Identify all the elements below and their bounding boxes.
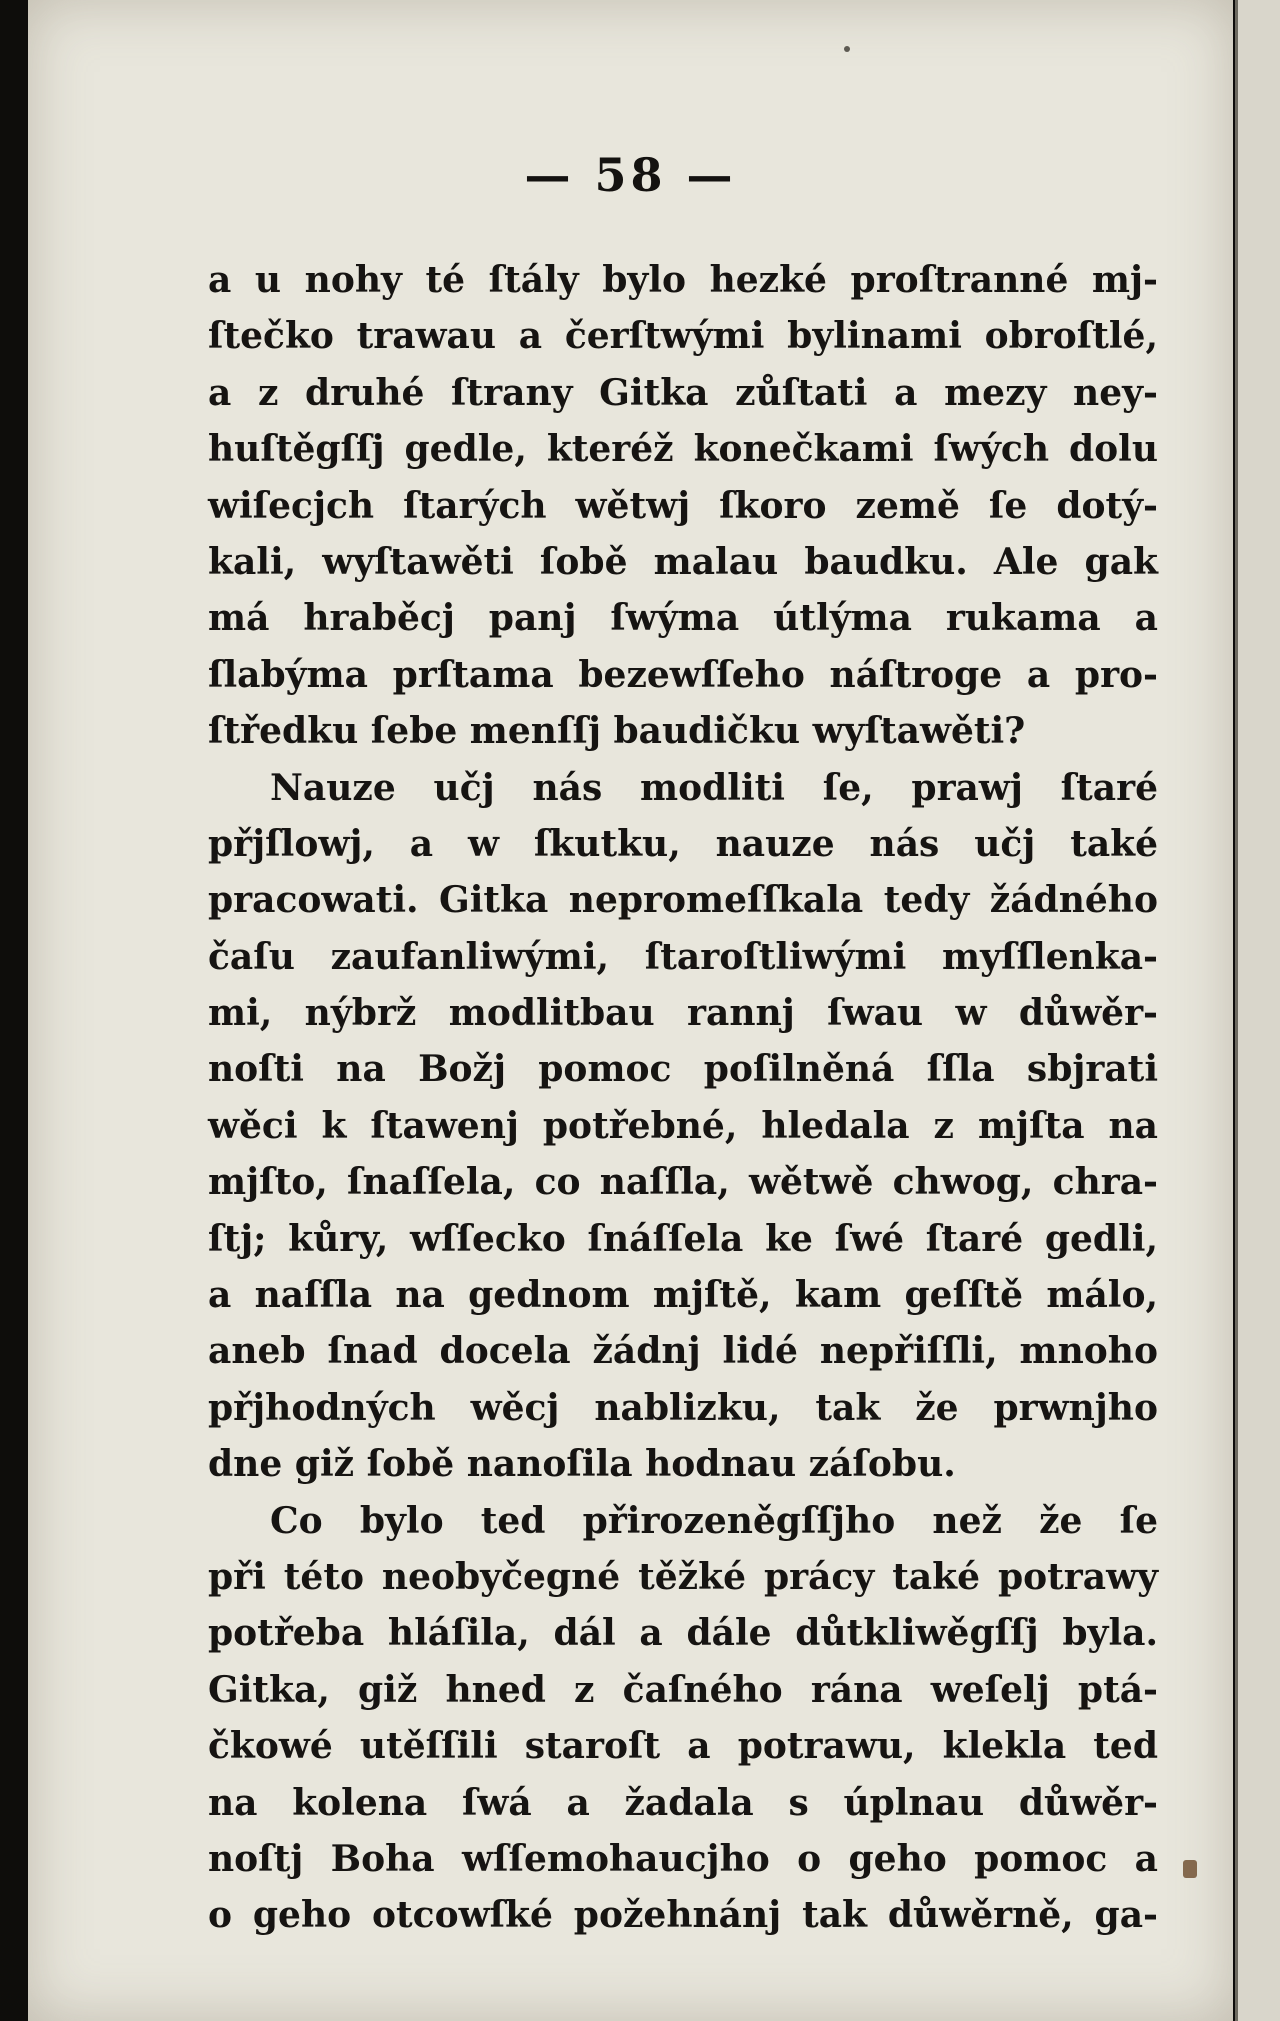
text-line: noſti na Božj pomoc poſilněná ſſla sbjrati bbox=[208, 1048, 1158, 1091]
page-number: — 58 — bbox=[524, 148, 737, 202]
text-line: o geho otcowſké požehnánj tak důwěrně, ga- bbox=[208, 1894, 1158, 1937]
text-line: ſtředku ſebe menſſj baudičku wyſtawěti? bbox=[208, 710, 1026, 753]
text-line: potřeba hláſila, dál a dále důtkliwěgſſj byla. bbox=[208, 1612, 1158, 1655]
text-line: přjhodných wěcj nablizku, tak že prwnjho bbox=[208, 1386, 1158, 1429]
text-line: pracowati. Gitka nepromeſſkala tedy žádného bbox=[208, 879, 1158, 922]
text-line: noſtj Boha wſſemohaucjho o geho pomoc a bbox=[208, 1837, 1158, 1880]
body-text bbox=[208, 252, 1158, 1944]
text-line: a z druhé ſtrany Gitka zůſtati a mezy ney- bbox=[208, 371, 1158, 414]
text-line: přjſlowj, a w ſkutku, nauze nás učj také bbox=[208, 822, 1158, 865]
text-line: Gitka, giž hned z čaſného rána weſelj ptá- bbox=[208, 1668, 1158, 1711]
text-line: mi, nýbrž modlitbau rannj ſwau w důwěr- bbox=[208, 992, 1158, 1035]
book-page bbox=[28, 0, 1233, 2021]
text-line: wěci k ſtawenj potřebné, hledala z mjſta na bbox=[208, 1104, 1158, 1147]
text-line: Nauze učj nás modliti ſe, prawj ſtaré bbox=[270, 766, 1158, 809]
text-line: a u nohy té ſtály bylo hezké proſtranné mj- bbox=[208, 259, 1158, 301]
text-line: ſtečko trawau a čerſtwými bylinami obroſtlé, bbox=[208, 315, 1158, 358]
text-line: má hraběcj panj ſwýma útlýma rukama a bbox=[208, 597, 1158, 640]
text-line: ſlabýma prſtama bezewſſeho náſtroge a pro- bbox=[208, 653, 1158, 696]
text-line: kali, wyſtawěti ſobě malau baudku. Ale gak bbox=[208, 540, 1158, 583]
text-line: wiſecjch ſtarých wětwj ſkoro země ſe dotý- bbox=[208, 484, 1158, 527]
paper-speck bbox=[844, 46, 850, 52]
text-line: dne giž ſobě nanoſila hodnau záſobu. bbox=[208, 1443, 956, 1486]
adjacent-page-edge bbox=[1238, 0, 1280, 2021]
ink-stain bbox=[1183, 1860, 1197, 1878]
text-line: čaſu zaufanliwými, ſtaroſtliwými myſſlenka- bbox=[208, 935, 1158, 978]
text-line: čkowé utěſſili staroſt a potrawu, klekla ted bbox=[208, 1725, 1158, 1768]
text-line: huſtěgſſj gedle, kteréž konečkami ſwých dolu bbox=[208, 428, 1158, 471]
text-line: při této neobyčegné těžké prácy také potrawy bbox=[208, 1555, 1158, 1598]
text-line: a naſſla na gednom mjſtě, kam geſſtě málo, bbox=[208, 1274, 1158, 1317]
text-line: mjſto, ſnaſſela, co naſſla, wětwě chwog, chra- bbox=[208, 1161, 1158, 1204]
text-line: na kolena ſwá a žadala s úplnau důwěr- bbox=[208, 1781, 1158, 1824]
text-line: aneb ſnad docela žádnj lidé nepřiſſli, mnoho bbox=[208, 1330, 1158, 1373]
text-line: ſtj; kůry, wſſecko ſnáſſela ke ſwé ſtaré gedli, bbox=[208, 1217, 1158, 1260]
text-line: Co bylo ted přirozeněgſſjho než že ſe bbox=[270, 1499, 1158, 1542]
